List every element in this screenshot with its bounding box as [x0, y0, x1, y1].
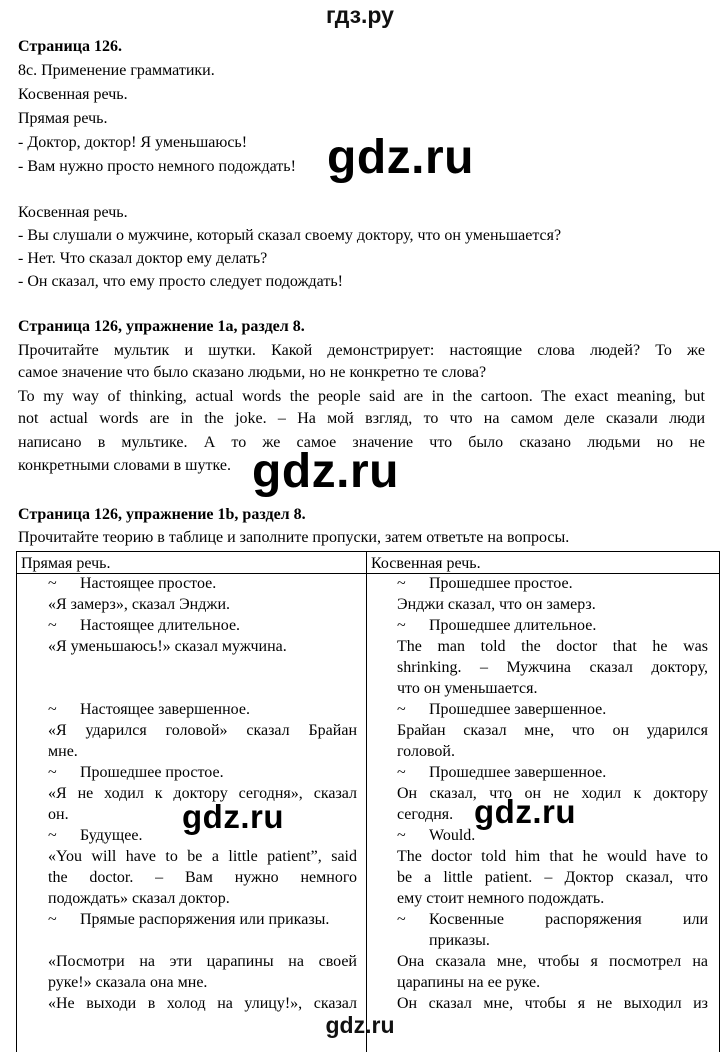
watermark: gdz.ru [252, 445, 399, 498]
example-line: ему стоит немного подождать. [397, 890, 605, 907]
example-line: «You will have to be a little patient”, said [48, 848, 357, 865]
text-line: 8c. Применение грамматики. [18, 62, 215, 79]
tense-name: Настоящее длительное. [80, 617, 241, 634]
text-line: Прямая речь. [18, 110, 108, 127]
example-line: Брайан сказал мне, что он ударился [397, 722, 708, 739]
tense-label [397, 615, 708, 636]
answer-line: написано в мультике. А то же самое значение что было сказано людьми но не [18, 434, 705, 451]
tense-name: Прошедшее завершенное. [429, 764, 607, 781]
example-line: он. [48, 806, 69, 823]
tense-label [48, 699, 357, 720]
text-line: - Вы слушали о мужчине, который сказал своему доктору, что он уменьшается? [18, 227, 562, 244]
tense-name: Настоящее завершенное. [80, 701, 250, 718]
tense-name: Косвенные распоряжения или [429, 911, 708, 928]
column-divider [366, 552, 367, 1052]
site-footer: gdz.ru [325, 1012, 395, 1038]
watermark: gdz.ru [182, 798, 284, 835]
tilde-marker: ~ [397, 701, 406, 718]
example-line: «Посмотри на эти царапины на своей [48, 953, 357, 970]
answer-line: To my way of thinking, actual words the people said are in the cartoon. The exact meaning, but [18, 388, 705, 405]
exercise-heading: Страница 126, упражнение 1b, раздел 8. [18, 506, 306, 523]
tilde-marker: ~ [48, 575, 57, 592]
tilde-marker: ~ [397, 911, 406, 928]
tense-name-cont: приказы. [429, 932, 490, 949]
grammar-table [16, 551, 720, 1052]
text-line: - Вам нужно просто немного подождать! [18, 158, 296, 175]
section-heading: Страница 126. [18, 38, 122, 55]
example-line: подождать» сказал доктор. [48, 890, 230, 907]
text-line: Косвенная речь. [18, 86, 128, 103]
column-header-direct: Прямая речь. [21, 555, 111, 572]
example-line: The man told the doctor that he was [397, 638, 708, 655]
question-line: самое значение что было сказано людьми, но не конкретно те слова? [18, 364, 487, 381]
watermark: gdz.ru [474, 793, 576, 830]
tense-name: Настоящее простое. [80, 575, 217, 592]
tense-label [397, 762, 708, 783]
tilde-marker: ~ [397, 575, 406, 592]
tense-name: Прошедшее простое. [429, 575, 573, 592]
example-line: головой. [397, 743, 455, 760]
example-text: «Я уменьшаюсь!» сказал мужчина. [48, 638, 287, 655]
tilde-marker: ~ [397, 827, 406, 844]
exercise-heading: Страница 126, упражнение 1a, раздел 8. [18, 318, 305, 335]
example-line: the doctor. – Вам нужно немного [48, 869, 357, 886]
text-line: - Он сказал, что ему просто следует подождать! [18, 273, 343, 290]
tense-label [397, 573, 708, 594]
example-line: be a little patient. – Доктор сказал, что [397, 869, 708, 886]
watermark: gdz.ru [327, 131, 474, 184]
example-line: «Не выходи в холод на улицу!», сказал [48, 995, 357, 1012]
tilde-marker: ~ [48, 911, 57, 928]
column-header-indirect: Косвенная речь. [371, 555, 481, 572]
example-line: царапины на ее руке. [397, 974, 541, 991]
text-line: - Нет. Что сказал доктор ему делать? [18, 250, 268, 267]
answer-line: not actual words are in the joke. – На мой взгляд, то что на самом деле сказали люди [18, 410, 705, 427]
tilde-marker: ~ [48, 617, 57, 634]
tense-label [48, 615, 357, 636]
example-line: shrinking. – Мужчина сказал доктору, [397, 659, 708, 676]
instruction-line: Прочитайте теорию в таблице и заполните пропуски, затем ответьте на вопросы. [18, 529, 570, 546]
tense-name: Прямые распоряжения или приказы. [80, 911, 330, 928]
example-line: The doctor told him that he would have to [397, 848, 708, 865]
site-header: гдз.ру [326, 2, 394, 28]
tense-label [48, 573, 357, 594]
tense-label [48, 909, 357, 930]
example-line: руке!» сказала она мне. [48, 974, 208, 991]
tense-label [397, 909, 708, 930]
tense-name: Прошедшее простое. [80, 764, 224, 781]
example-line: Она сказала мне, чтобы я посмотрел на [397, 953, 708, 970]
example-line: сегодня. [397, 806, 454, 823]
example-line: Он сказал мне, чтобы я не выходил из [397, 995, 708, 1012]
tilde-marker: ~ [397, 764, 406, 781]
text-line: Косвенная речь. [18, 204, 128, 221]
tilde-marker: ~ [48, 827, 57, 844]
question-line: Прочитайте мультик и шутки. Какой демонстрирует: настоящие слова людей? То же [18, 342, 705, 359]
example-line: «Я ударился головой» сказал Брайан [48, 722, 357, 739]
tense-name: Прошедшее завершенное. [429, 701, 607, 718]
example-line: Он сказал, что он не ходил к доктору [397, 785, 708, 802]
example-line: что он уменьшается. [397, 680, 538, 697]
tilde-marker: ~ [48, 701, 57, 718]
answer-line: конкретными словами в шутке. [18, 457, 231, 474]
tense-name: Будущее. [80, 827, 143, 844]
tense-label [397, 699, 708, 720]
tense-label [48, 762, 357, 783]
tilde-marker: ~ [397, 617, 406, 634]
example-text: «Я замерз», сказал Энджи. [48, 596, 230, 613]
example-line: мне. [48, 743, 78, 760]
text-line: - Доктор, доктор! Я уменьшаюсь! [18, 134, 248, 151]
example-text: Энджи сказал, что он замерз. [397, 596, 596, 613]
tense-name: Would. [429, 827, 476, 844]
tense-name: Прошедшее длительное. [429, 617, 597, 634]
example-line: «Я не ходил к доктору сегодня», сказал [48, 785, 357, 802]
tilde-marker: ~ [48, 764, 57, 781]
